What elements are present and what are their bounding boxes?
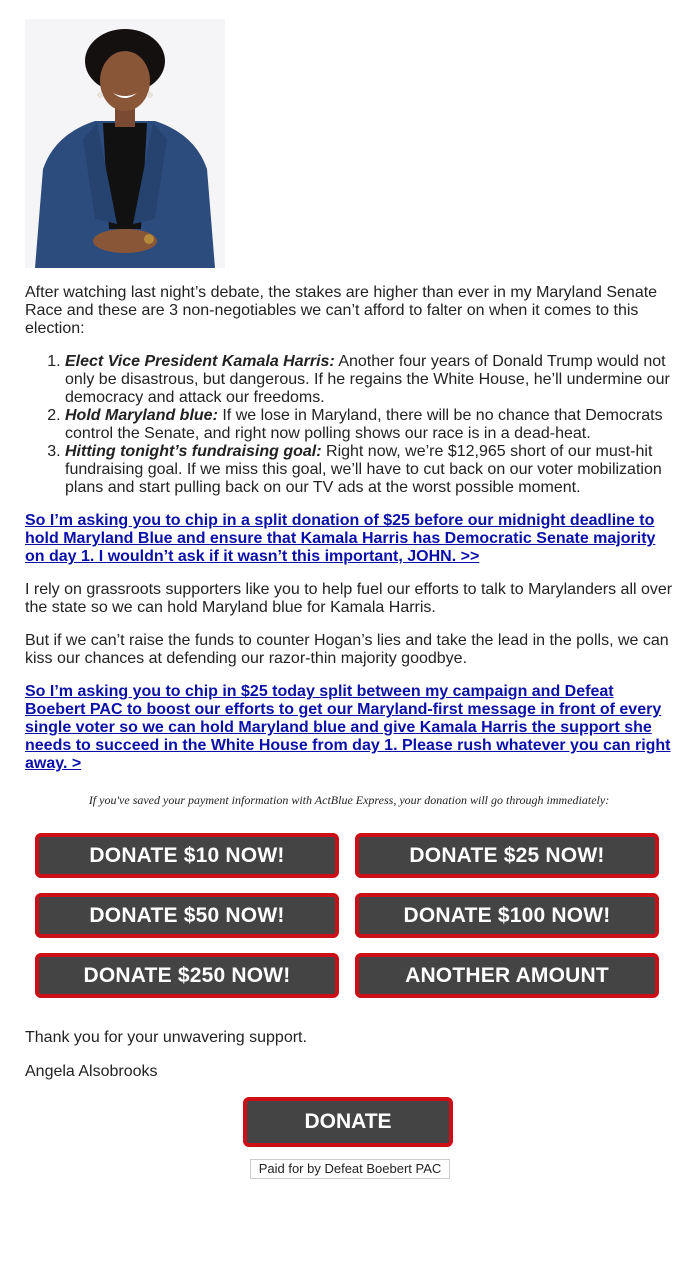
list-item xyxy=(65,443,673,497)
donate-250-button[interactable]: DONATE $250 NOW! xyxy=(35,953,339,998)
paid-for-disclaimer: Paid for by Defeat Boebert PAC xyxy=(250,1159,450,1179)
donate-25-button[interactable]: DONATE $25 NOW! xyxy=(355,833,659,878)
list-item xyxy=(65,353,673,407)
donate-50-button[interactable]: DONATE $50 NOW! xyxy=(35,893,339,938)
list-item xyxy=(65,407,673,443)
actblue-express-note: If you've saved your payment information with ActBlue Express, your donation will go through immediately: xyxy=(88,793,610,807)
list-item-text: Another four years of Donald Trump would not only be disastrous, but dangerous. If he regains the White House, he’ll undermine our democracy and attack our freedoms. xyxy=(65,353,670,406)
list-item-lead: Hitting tonight’s fundraising goal: xyxy=(65,443,322,460)
priorities-list xyxy=(25,353,673,497)
list-item-lead: Hold Maryland blue: xyxy=(65,407,218,424)
list-item-text: Right now, we’re $12,965 short of our must-hit fundraising goal. If we miss this goal, we’ll have to cut back on our voter mobilization plans and start pulling back on our TV ads at the worst possible moment. xyxy=(65,443,662,496)
another-amount-button[interactable]: ANOTHER AMOUNT xyxy=(355,953,659,998)
signature: Angela Alsobrooks xyxy=(25,1063,158,1080)
thank-you-text: Thank you for your unwavering support. xyxy=(25,1029,307,1046)
grassroots-paragraph: I rely on grassroots supporters like you to help fuel our efforts to talk to Marylanders all over the state so we can hold Maryland blue for Kamala Harris. xyxy=(25,581,673,616)
hogan-paragraph: But if we can’t raise the funds to counter Hogan’s lies and take the lead in the polls, we can kiss our chances at defending our razor-thin majority goodbye. xyxy=(25,632,669,667)
message-content xyxy=(25,284,673,809)
candidate-photo xyxy=(25,19,225,268)
donate-10-button[interactable]: DONATE $10 NOW! xyxy=(35,833,339,878)
donate-100-button[interactable]: DONATE $100 NOW! xyxy=(355,893,659,938)
list-item-lead: Elect Vice President Kamala Harris: xyxy=(65,353,335,370)
intro-paragraph: After watching last night’s debate, the stakes are higher than ever in my Maryland Senate Race and these are 3 non-negotiables we can’t afford to falter on when it comes to this election: xyxy=(25,284,658,337)
donate-link-today[interactable]: So I’m asking you to chip in $25 today split between my campaign and Defeat Boebert PAC to boost our efforts to get our Maryland-first message in front of every single voter so we can hold Maryland blue and give Kamala Harris the support she needs to succeed in the White House from day 1. Please rush whatever you can right away. > xyxy=(25,683,671,772)
donate-link-split[interactable]: So I’m asking you to chip in a split donation of $25 before our midnight deadline to hold Maryland Blue and ensure that Kamala Harris has Democratic Senate majority on day 1. I wouldn’t ask if it wasn’t this important, JOHN. >> xyxy=(25,512,656,565)
list-item-text: If we lose in Maryland, there will be no chance that Democrats control the Senate, and right now polling shows our race is in a dead-heat. xyxy=(65,407,663,442)
donate-button[interactable]: DONATE xyxy=(243,1097,453,1147)
